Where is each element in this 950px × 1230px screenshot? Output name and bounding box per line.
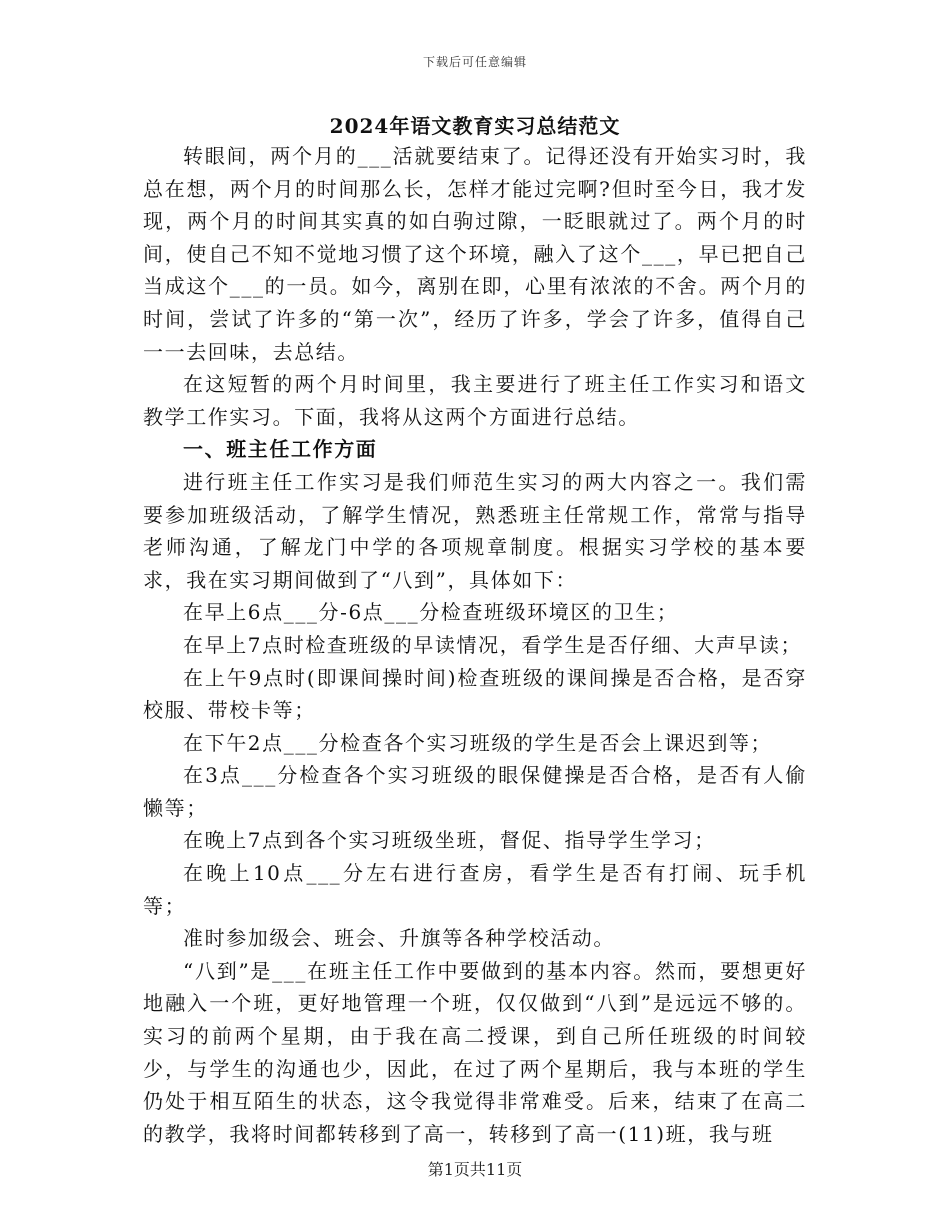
paragraph-eight-arrivals: “八到”是___在班主任工作中要做到的基本内容。然而，要想更好地融入一个班，更好地管理一个班，仅仅做到“八到”是远远不够的。实习的前两个星期，由于我在高二授课，到自己所任班级的时间较少，与学生的沟通也少，因此，在过了两个星期后，我与本班的学生仍处于相互陌生的状态，这令我觉得非常难受。后来，结束了在高二的教学，我将时间都转移到了高一，转移到了高一(11)班，我与班 — [143, 958, 807, 1146]
page-number: 第1页共11页 — [427, 1160, 523, 1179]
list-item: 在晚上10点___分左右进行查房，看学生是否有打闹、玩手机等； — [143, 861, 807, 918]
document-title: 2024年语文教育实习总结范文 — [329, 114, 621, 138]
list-item: 在早上7点时检查班级的早读情况，看学生是否仔细、大声早读； — [183, 632, 803, 657]
list-item: 准时参加级会、班会、升旗等各种学校活动。 — [183, 926, 615, 951]
page-header-note: 下载后可任意编辑 — [422, 55, 527, 69]
list-item: 在下午2点___分检查各个实习班级的学生是否会上课迟到等； — [183, 730, 773, 755]
paragraph-overview: 在这短暂的两个月时间里，我主要进行了班主任工作实习和语文教学工作实习。下面，我将从这两个方面进行总结。 — [143, 372, 807, 429]
list-item: 在晚上7点到各个实习班级坐班，督促、指导学生学习； — [183, 828, 716, 853]
document-body — [143, 140, 807, 1150]
list-item: 在上午9点时(即课间操时间)检查班级的课间操是否合格，是否穿校服、带校卡等； — [143, 665, 807, 723]
section-heading-class-teacher: 一、班主任工作方面 — [183, 437, 378, 462]
paragraph-class-teacher-intro: 进行班主任工作实习是我们师范生实习的两大内容之一。我们需要参加班级活动，了解学生情况，熟悉班主任常规工作，常常与指导老师沟通，了解龙门中学的各项规章制度。根据实习学校的基本要求，我在实习期间做到了“八到”，具体如下： — [143, 469, 807, 592]
list-item: 在早上6点___分-6点___分检查班级环境区的卫生； — [183, 600, 679, 625]
paragraph-intro: 转眼间，两个月的___活就要结束了。记得还没有开始实习时，我总在想，两个月的时间那么长，怎样才能过完啊?但时至今日，我才发现，两个月的时间其实真的如白驹过隙，一眨眼就过了。两个月的时间，使自己不知不觉地习惯了这个环境，融入了这个___，早已把自己当成这个___的一员。如今，离别在即，心里有浓浓的不舍。两个月的时间，尝试了许多的“第一次”，经历了许多，学会了许多，值得自己一一去回味，去总结。 — [143, 144, 807, 364]
list-item: 在3点___分检查各个实习班级的眼保健操是否合格，是否有人偷懒等； — [143, 763, 807, 820]
